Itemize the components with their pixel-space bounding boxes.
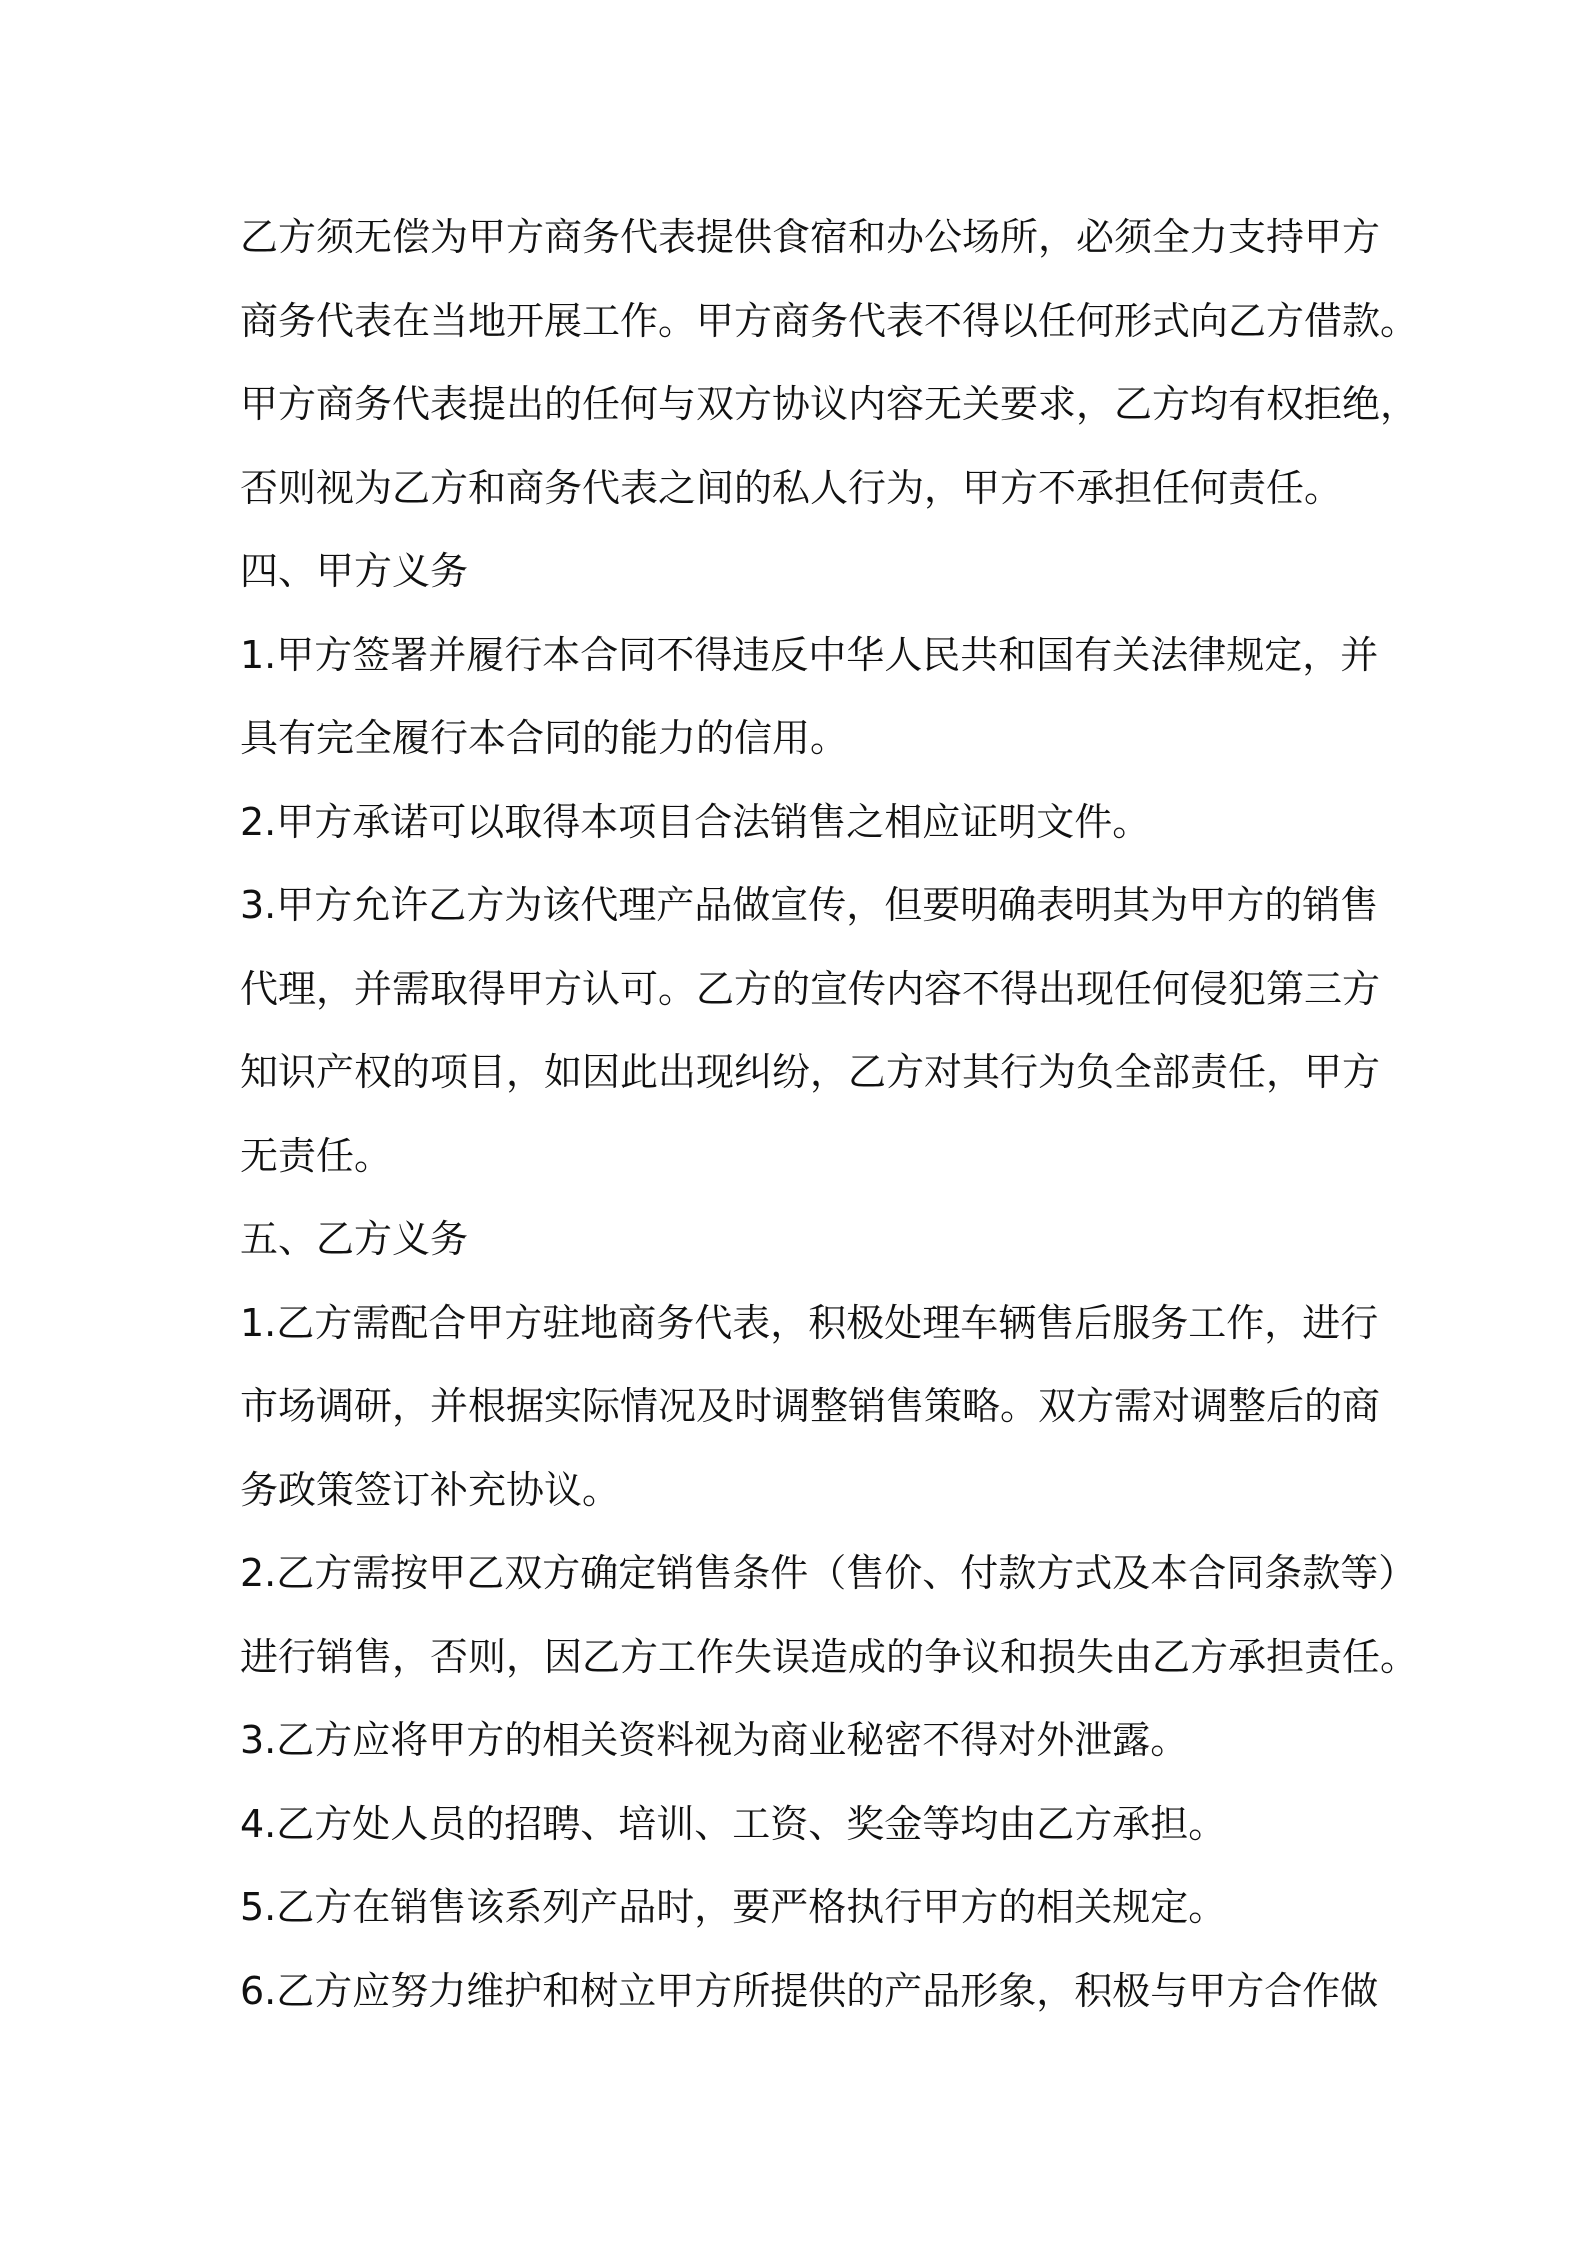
section-heading: 四、甲方义务: [240, 549, 469, 593]
paragraph-line: 1.乙方需配合甲方驻地商务代表，积极处理车辆售后服务工作，进行: [240, 1300, 1379, 1345]
paragraph-line: 具有完全履行本合同的能力的信用。: [240, 716, 849, 760]
paragraph-line: 进行销售，否则，因乙方工作失误造成的争议和损失由乙方承担责任。: [240, 1634, 1419, 1679]
paragraph-line: 乙方须无偿为甲方商务代表提供食宿和办公场所，必须全力支持甲方: [240, 215, 1381, 259]
paragraph-line: 务政策签订补充协议。: [240, 1467, 621, 1512]
paragraph-line: 6.乙方应努力维护和树立甲方所提供的产品形象，积极与甲方合作做: [240, 1968, 1379, 2013]
paragraph-line: 商务代表在当地开展工作。甲方商务代表不得以任何形式向乙方借款。: [240, 298, 1419, 343]
paragraph-line: 3.乙方应将甲方的相关资料视为商业秘密不得对外泄露。: [240, 1718, 1189, 1762]
paragraph-line: 3.甲方允许乙方为该代理产品做宣传，但要明确表明其为甲方的销售: [240, 883, 1379, 927]
paragraph-line: 代理，并需取得甲方认可。乙方的宣传内容不得出现任何侵犯第三方: [240, 966, 1381, 1011]
paragraph-line: 无责任。: [240, 1133, 393, 1178]
paragraph-line: 知识产权的项目，如因此出现纠纷，乙方对其行为负全部责任，甲方: [240, 1050, 1381, 1094]
paragraph-line: 4.乙方处人员的招聘、培训、工资、奖金等均由乙方承担。: [240, 1801, 1227, 1846]
paragraph-line: 市场调研，并根据实际情况及时调整销售策略。双方需对调整后的商: [240, 1384, 1381, 1428]
paragraph-line: 1.甲方签署并履行本合同不得违反中华人民共和国有关法律规定，并: [240, 632, 1379, 677]
section-heading: 五、乙方义务: [240, 1217, 469, 1261]
paragraph-line: 甲方商务代表提出的任何与双方协议内容无关要求，乙方均有权拒绝，: [240, 382, 1419, 426]
paragraph-line: 5.乙方在销售该系列产品时，要严格执行甲方的相关规定。: [240, 1885, 1227, 1929]
paragraph-line: 2.甲方承诺可以取得本项目合法销售之相应证明文件。: [240, 799, 1151, 844]
paragraph-line: 2.乙方需按甲乙双方确定销售条件（售价、付款方式及本合同条款等）: [240, 1551, 1417, 1595]
contract-text: [240, 196, 1419, 2033]
paragraph-line: 否则视为乙方和商务代表之间的私人行为，甲方不承担任何责任。: [240, 465, 1343, 510]
